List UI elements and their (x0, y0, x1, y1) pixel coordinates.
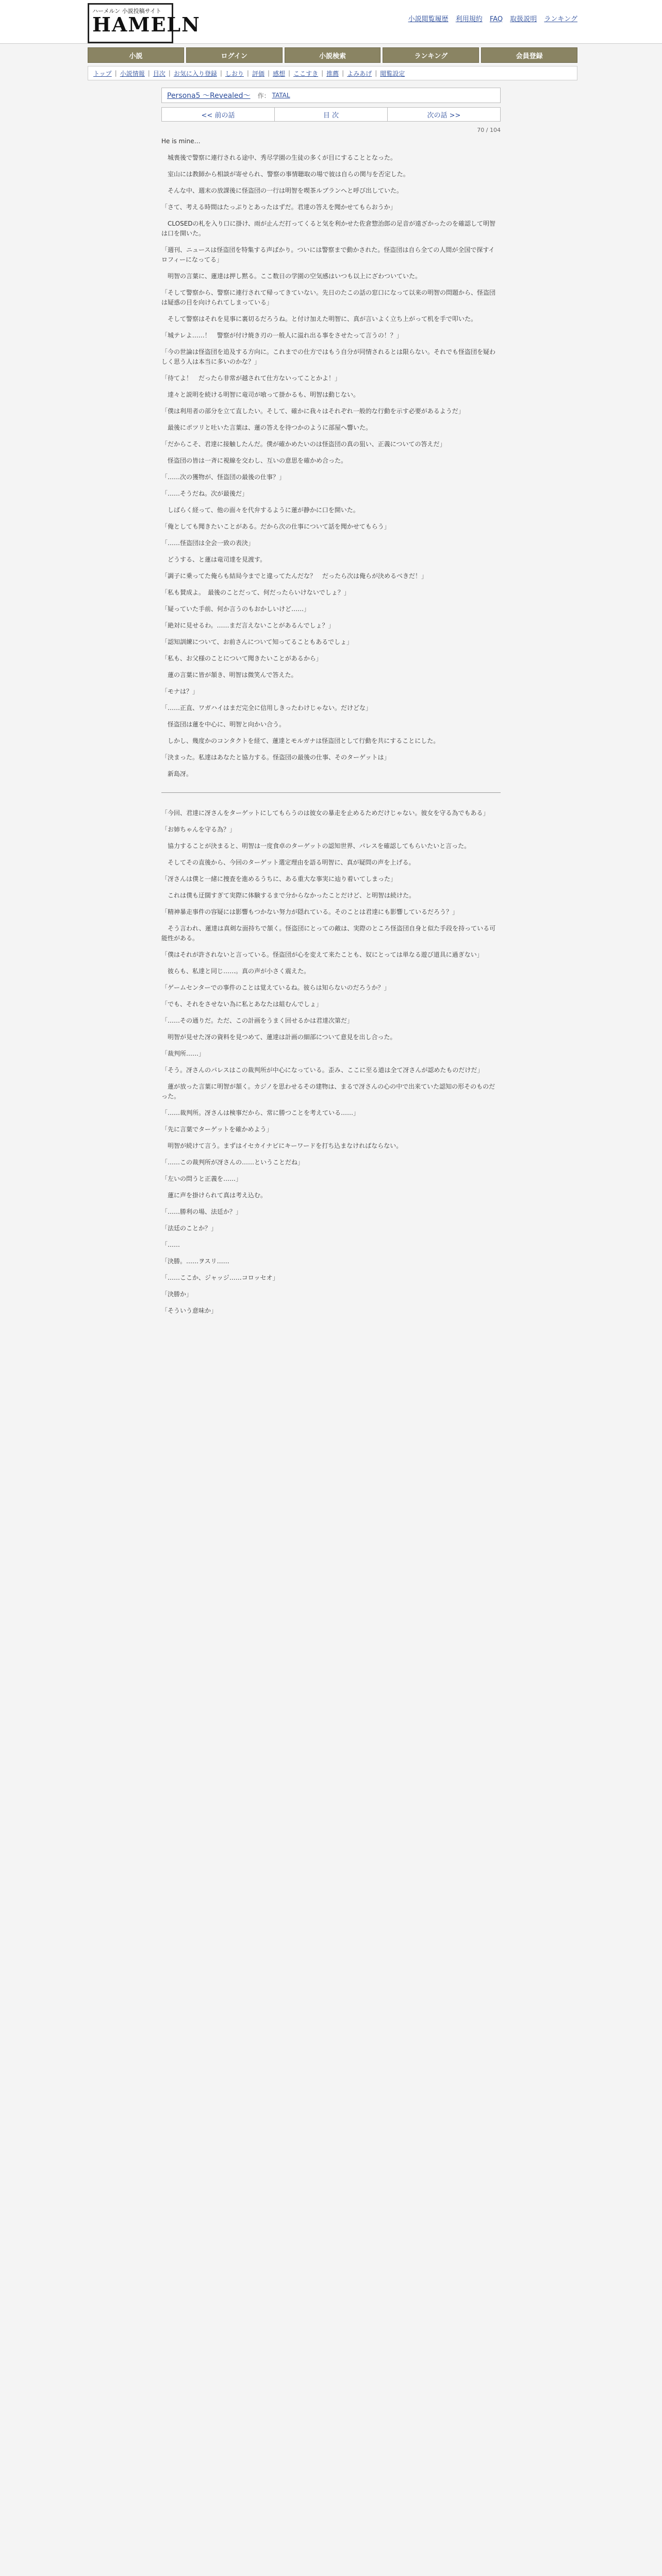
section-divider (161, 792, 501, 793)
story-paragraph: 「決勝か」 (161, 1291, 193, 1298)
author-label: 作： (257, 92, 270, 99)
main-content (161, 88, 501, 1323)
story-paragraph: 「……怪盗団は全会一致の表決」 (161, 539, 255, 547)
crumb-recommend[interactable]: 推薦 (326, 70, 339, 77)
story-paragraph: 「決勝。……ヲスリ…… (161, 1258, 229, 1265)
story-paragraph: 「裁判所……」 (161, 1050, 205, 1057)
nav-login[interactable]: ログイン (186, 47, 283, 63)
nav-ranking[interactable]: ランキング (383, 47, 479, 63)
story-paragraph: 「決まった。私達はあなたと協力する。怪盗団の最後の仕事、そのターゲットは」 (161, 754, 390, 761)
site-header (0, 0, 662, 44)
crumb-view-settings[interactable]: 閲覧設定 (380, 70, 405, 77)
story-part-1 (161, 137, 501, 779)
story-paragraph: 「冴さんは僕と一緒に捜査を進めるうちに、ある重大な事実に辿り着いてしまった」 (161, 875, 397, 883)
story-paragraph: 蓮に声を掛けられて真は考え込む。 (161, 1192, 267, 1199)
story-paragraph: 達々と説明を続ける明智に竜司が喰って掛かるも、明智は動じない。 (161, 391, 360, 398)
story-paragraph: 「待てよ！ だったら非常が越されて仕方ないってことかよ！」 (161, 375, 341, 382)
story-paragraph: そして警察はそれを見事に裏切るだろうね。と付け加えた明智に、真が言いよく立ち上がって机を手で叩いた。 (161, 315, 477, 323)
story-paragraph: 「認知訓練について、お前さんについて知ってることもあるでしょ」 (161, 638, 353, 646)
story-paragraph: 「そう。冴さんのパレスはこの裁判所が中心になっている。歪み、ここに至る道は全て冴さんが認めたものだけだ」 (161, 1066, 484, 1074)
story-paragraph: 彼らも、私達と同じ……。真の声が小さく震えた。 (161, 968, 310, 975)
story-part-2 (161, 808, 501, 1316)
story-paragraph: 「……その通りだ。ただ、この計画をうまく回せるかは君達次第だ」 (161, 1017, 354, 1024)
story-paragraph: 「週刊、ニュースは怪盗団を特集する声ばかり。ついには警察まで動かされた。怪盗団は自ら全ての人間が全国で探すイロフィーになってる」 (161, 246, 495, 263)
crumb-read-aloud[interactable]: よみあげ (347, 70, 372, 77)
story-paragraph: He is mine… (161, 138, 201, 145)
logo-wordmark: HAMELN (92, 13, 201, 36)
story-paragraph: 「モナは？」 (161, 688, 199, 695)
story-paragraph: 「だからこそ、君達に接触したんだ。僕が確かめたいのは怪盗団の真の狙い、正義についての答えだ」 (161, 440, 446, 448)
next-chapter-link[interactable]: 次の話 >> (427, 111, 461, 120)
story-paragraph: 新島冴。 (161, 770, 193, 777)
novel-title-bar (161, 88, 501, 103)
story-paragraph: 「……そうだね。次が最後だ」 (161, 490, 249, 497)
crumb-novel-info[interactable]: 小説情報 (120, 70, 145, 77)
toplink-manual[interactable]: 取扱説明 (510, 15, 537, 23)
story-paragraph: 「絶対に見せるわ。……まだ言えないことがあるんでしょ？」 (161, 622, 335, 629)
site-logo[interactable] (88, 3, 201, 43)
story-paragraph: 「疑っていた手前、何か言うのもおかしいけど……」 (161, 605, 310, 613)
story-paragraph: 「僕は利用者の部分を立て直したい。そして、確かに我々はそれぞれ一般的な行動を示す必要があるようだ」 (161, 408, 465, 415)
story-paragraph: 「でも、それをさせない為に私とあなたは組むんでしょ」 (161, 1001, 323, 1008)
main-nav (88, 47, 577, 63)
story-paragraph: 「調子に乗ってた俺らも結局今までと違ってたんだな？ だったら次は俺らが決めるべきだ！」 (161, 572, 428, 580)
story-paragraph: 「僕はそれが許されないと言っている。怪盗団が心を変えて来たことも、奴にとっては単なる遊び道具に過ぎない」 (161, 951, 483, 958)
toplink-terms[interactable]: 利用規約 (455, 15, 483, 23)
story-paragraph: 「今の世論は怪盗団を追及する方向に。これまでの仕方ではもう自分が同情されるとは限らない。それでも怪盗団を疑わしく思う人は本当に多いのかな？」 (161, 348, 496, 365)
story-paragraph: 蓮が放った言葉に明智が頷く。カジノを思わせるその建物は、まるで冴さんの心の中で出来ていた認知の形そのものだった。 (161, 1083, 495, 1100)
story-paragraph: そんな中、週末の放課後に怪盗団の一行は明智を喫茶ルブランへと呼び出していた。 (161, 187, 403, 194)
crumb-rate[interactable]: 評価 (252, 70, 264, 77)
top-links (403, 13, 577, 23)
toc-link[interactable]: 目 次 (275, 108, 388, 121)
story-paragraph: 「法廷のことか？」 (161, 1225, 218, 1232)
story-paragraph: 「そういう意味か」 (161, 1307, 218, 1314)
crumb-favorite[interactable]: お気に入り登録 (173, 70, 217, 77)
story-paragraph: 「お姉ちゃんを守る為？」 (161, 826, 236, 833)
crumb-bookmark[interactable]: しおり (225, 70, 244, 77)
story-paragraph: 「そして警察から、警察に連行されて帰ってきていない。先日のたこの話の窓口になって以来の明智の問題から、怪盗団は疑惑の目を向けられてしまっている」 (161, 289, 496, 306)
story-paragraph: しばらく経って、他の面々を代弁するように蓮が静かに口を開いた。 (161, 506, 359, 514)
story-paragraph: 明智が見せた冴の資料を見つめて、蓮達は計画の細部について意見を出し合った。 (161, 1033, 396, 1041)
crumb-review[interactable]: 感想 (273, 70, 286, 77)
author-name[interactable]: TATAL (272, 92, 290, 99)
story-paragraph: 明智の言葉に、蓮達は押し黙る。ここ数日の学園の空気感はいつも以上にざわついていた。 (161, 273, 422, 280)
toplink-faq[interactable]: FAQ (489, 15, 503, 23)
story-paragraph: 「今回、君達に冴さんをターゲットにしてもらうのは彼女の暴走を止めるためだけじゃない。彼女を守る為でもある」 (161, 809, 489, 817)
story-paragraph: 「……この裁判所が冴さんの……ということだね」 (161, 1159, 304, 1166)
story-paragraph: そしてその直後から、今回のターゲット選定理由を語る明智に、真が疑問の声を上げる。 (161, 859, 415, 866)
toplink-history[interactable]: 小説閲覧履歴 (408, 15, 449, 23)
story-paragraph: 「俺としても聞きたいことがある。だから次の仕事について話を聞かせてもらう」 (161, 523, 390, 530)
story-paragraph: 「左いの問うと正義を……」 (161, 1175, 242, 1182)
story-paragraph: 協力することが決まると、明智は一度食卓のターゲットの認知世界、パレスを確認してもらいたいと言った。 (161, 842, 471, 850)
story-paragraph: そう言われ、蓮達は真剣な面持ちで頷く。怪盗団にとっての敵は、実際のところ怪盗団自身と似た手段を持っている可能性がある。 (161, 925, 496, 942)
story-paragraph: しかし、幾度かのコンタクトを経て、蓮達とモルガナは怪盗団として行動を共にすることにした。 (161, 737, 440, 744)
nav-register[interactable]: 会員登録 (481, 47, 577, 63)
nav-novels[interactable]: 小説 (88, 47, 184, 63)
story-paragraph: 「私も賛成よ。 最後のことだって、何だったらいけないでしょ？」 (161, 589, 350, 596)
story-paragraph: 「……次の獲物が、怪盗団の最後の仕事？」 (161, 473, 286, 481)
story-paragraph: どうする、と蓮は竜司達を見渡す。 (161, 556, 267, 563)
story-paragraph: 「精神暴走事件の容疑には影響もつかない努力が隠れている。そのことは君達にも影響しているだろう？」 (161, 908, 459, 916)
story-paragraph: 「私も、お父様のことについて聞きたいことがあるから」 (161, 655, 322, 662)
story-paragraph: 最後にポツリと吐いた言葉は、蓮の答えを待つかのように部屋へ響いた。 (161, 424, 372, 431)
toplink-ranking[interactable]: ランキング (544, 15, 577, 23)
story-paragraph: 「城テレよ……！ 警察が付け焼き刃の一般人に溢れ出る事をさせたって言うの！？」 (161, 332, 403, 339)
chapter-pager (161, 107, 501, 122)
nav-search[interactable]: 小説検索 (285, 47, 381, 63)
prev-chapter-link[interactable]: << 前の話 (162, 108, 275, 121)
logo-tagline: ハーメルン 小説投稿サイト (92, 8, 161, 14)
breadcrumb: トップ | 小説情報 | 目次 | お気に入り登録 | しおり | 評価 | 感想 | ここすき | 推薦 | よみあげ | 閲覧設定 (88, 66, 577, 80)
story-paragraph: 室山には教師から相談が寄せられ、警察の事情聴取の場で彼は自らの関与を否定した。 (161, 171, 409, 178)
story-body (161, 137, 501, 1316)
story-paragraph: 「さて、考える時間はたっぷりとあったはずだ。君達の答えを聞かせてもらおうか」 (161, 204, 396, 211)
story-paragraph: 「……勝利の場、法廷か？」 (161, 1208, 242, 1215)
page-count: 70 / 104 (477, 127, 501, 133)
story-paragraph: 「……裁判所。冴さんは検事だから、常に勝つことを考えている……」 (161, 1109, 360, 1116)
story-paragraph: 怪盗団は蓮を中心に、明智と向かい合う。 (161, 721, 286, 728)
story-paragraph: 「…… (161, 1241, 180, 1248)
story-paragraph: 蓮の言葉に皆が頷き、明智は微笑んで答えた。 (161, 671, 297, 679)
story-paragraph: 「……正直、ワガハイはまだ完全に信用しきったわけじゃない。だけどな」 (161, 704, 372, 711)
crumb-toc[interactable]: 目次 (153, 70, 166, 77)
story-paragraph: 「ゲームセンターでの事件のことは覚えているね。彼らは知らないのだろうか？」 (161, 984, 390, 991)
story-paragraph: CLOSEDの札を入り口に掛け、雨が止んだ打ってくると気を利かせた佐倉惣治郎の足音が遠ざかったのを確認して明智は口を開いた。 (161, 220, 496, 237)
story-paragraph: 「先に言葉でターゲットを確かめよう」 (161, 1126, 273, 1133)
story-paragraph: 怪盗団の皆は一斉に視線を交わし、互いの意思を確かめ合った。 (161, 457, 347, 464)
story-paragraph: 城喪後で警察に連行される途中、秀尽学園の生徒の多くが目にすることとなった。 (161, 154, 397, 161)
story-paragraph: 「……ここか、ジャッジ……コロッセオ」 (161, 1274, 279, 1281)
novel-title[interactable]: Persona5 〜Revealed〜 (167, 92, 251, 100)
story-paragraph: これは僕も迂闊すぎて実際に体験するまで分からなかったことだけど、と明智は続けた。 (161, 892, 416, 899)
crumb-top[interactable]: トップ (93, 70, 112, 77)
crumb-favorite-part[interactable]: ここすき (293, 70, 319, 77)
story-paragraph: 明智が続けて言う。まずはイセカイナビにキーワードを打ち込まなければならない。 (161, 1142, 403, 1149)
